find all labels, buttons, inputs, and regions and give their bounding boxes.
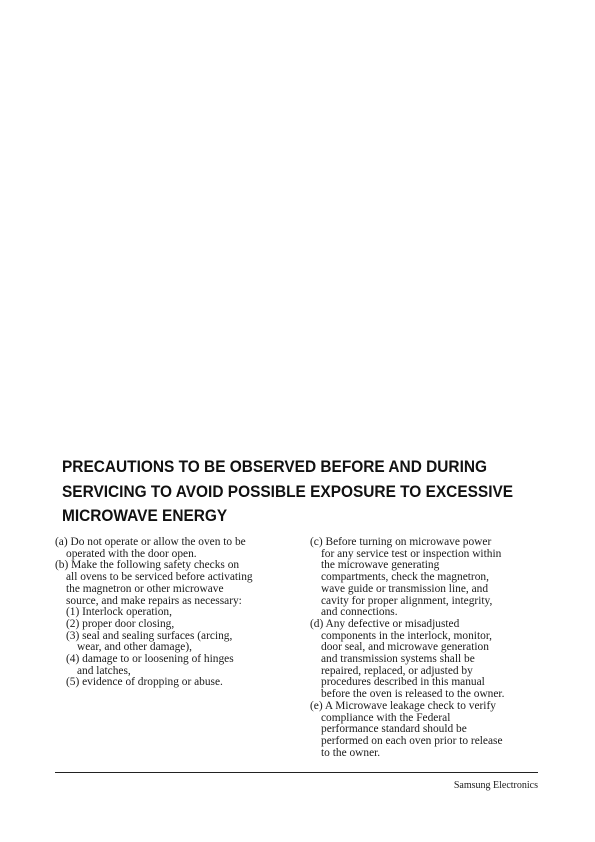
item-line: cavity for proper alignment, integrity, [321,594,493,607]
check-seal-cont: wear, and other damage), [77,641,192,654]
left-column [55,537,295,689]
item-line: the microwave generating [321,559,440,572]
check-seal: (3) seal and sealing surfaces (arcing, [66,629,233,642]
item-line: before the oven is released to the owner. [321,688,505,701]
item-line: all ovens to be serviced before activating [66,571,253,584]
check-list [55,607,295,689]
check-interlock: (1) Interlock operation, [66,606,172,619]
footer-brand: Samsung Electronics [453,780,538,791]
item-line: operated with the door open. [66,547,197,560]
item-line: door seal, and microwave generation [321,641,489,654]
check-door-closing: (2) proper door closing, [66,617,175,630]
heading-line: SERVICING TO AVOID POSSIBLE EXPOSURE TO EXCESSIVE [62,481,514,501]
section-heading [62,455,518,529]
footer-divider [55,772,538,773]
item-line: components in the interlock, monitor, [321,629,493,642]
item-line: procedures described in this manual [321,676,485,689]
heading-line: MICROWAVE ENERGY [62,506,228,525]
item-c [310,537,545,619]
item-a [55,537,295,560]
right-column [310,537,545,759]
item-line: and connections. [321,606,398,619]
item-line: wave guide or transmission line, and [321,582,489,595]
item-line: source, and make repairs as necessary: [66,594,242,607]
item-line: (c) Before turning on microwave power [310,536,492,548]
item-line: performed on each oven prior to release [321,734,503,747]
check-hinges: (4) damage to or loosening of hinges [66,653,234,666]
check-abuse: (5) evidence of dropping or abuse. [66,676,223,689]
item-d [310,619,545,701]
item-line: to the owner. [321,746,381,759]
heading-line: PRECAUTIONS TO BE OBSERVED BEFORE AND DURING [62,457,488,476]
item-line: for any service test or inspection within [321,547,502,560]
item-e [310,701,545,760]
check-hinges-cont: and latches, [77,664,131,677]
item-b [55,560,295,607]
item-line: the magnetron or other microwave [66,582,224,595]
item-line: (d) Any defective or misadjusted [310,617,460,630]
item-line: compliance with the Federal [321,711,451,724]
item-line: repaired, replaced, or adjusted by [321,664,473,677]
item-line: (e) A Microwave leakage check to verify [310,699,496,712]
item-line: (b) Make the following safety checks on [55,559,240,572]
item-line: and transmission systems shall be [321,653,475,666]
item-line: (a) Do not operate or allow the oven to be [55,536,246,548]
item-line: performance standard should be [321,723,467,736]
item-line: compartments, check the magnetron, [321,571,489,584]
